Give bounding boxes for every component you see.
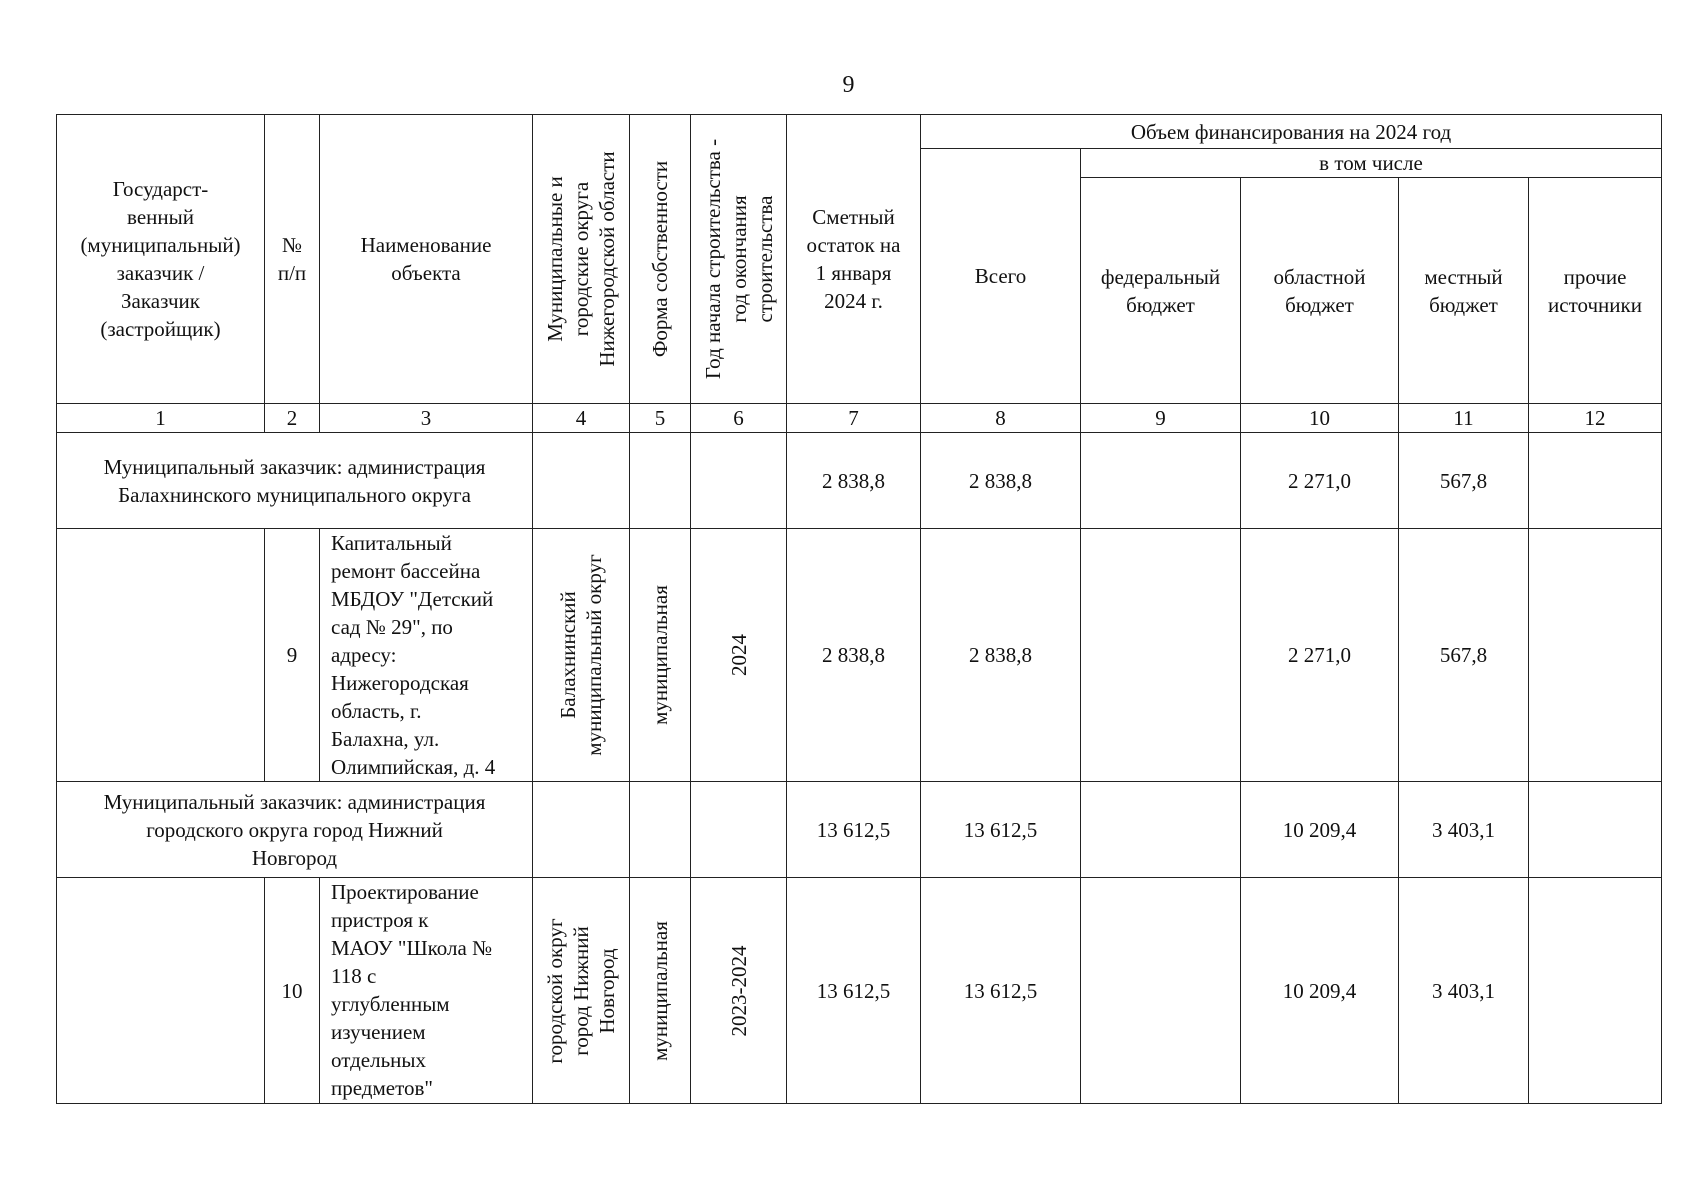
header-regional: областной бюджет [1241,178,1399,404]
customer-name: Муниципальный заказчик: администрация городского округа город Нижний Новгород [57,782,533,878]
header-local: местный бюджет [1399,178,1529,404]
object-years: 2024 [691,529,787,782]
empty-cell [630,782,691,878]
empty-cell [630,433,691,529]
page-number: 9 [842,72,855,98]
customer-row [57,433,1662,529]
column-number: 2 [265,404,320,433]
column-number: 3 [320,404,533,433]
empty-cell [57,878,265,1104]
total-value: 2 838,8 [921,433,1081,529]
total-value: 2 838,8 [921,529,1081,782]
column-numbers-row [57,404,1662,433]
financing-table [56,114,1662,1104]
header-municipalities: Муниципальные и городские округа Нижегородской области [533,115,630,404]
column-number: 11 [1399,404,1529,433]
empty-cell [691,782,787,878]
empty-cell [691,433,787,529]
object-number: 10 [265,878,320,1104]
header-ownership: Форма собственности [630,115,691,404]
local-value: 567,8 [1399,433,1529,529]
header-total: Всего [921,149,1081,404]
total-value: 13 612,5 [921,782,1081,878]
object-years: 2023-2024 [691,878,787,1104]
regional-value: 10 209,4 [1241,782,1399,878]
column-number: 10 [1241,404,1399,433]
header-years: Год начала строительства - год окончания строительства [691,115,787,404]
federal-value [1081,433,1241,529]
header-number: № п/п [265,115,320,404]
object-municipality: городской округ город Нижний Новгород [533,878,630,1104]
column-number: 7 [787,404,921,433]
other-value [1529,782,1662,878]
object-number: 9 [265,529,320,782]
object-municipality: Балахнинский муниципальный округ [533,529,630,782]
column-number: 6 [691,404,787,433]
object-name: Капитальный ремонт бассейна МБДОУ "Детский сад № 29", по адресу: Нижегородская область, г. Балахна, ул. Олимпийская, д. 4 [320,529,533,782]
column-number: 12 [1529,404,1662,433]
local-value: 567,8 [1399,529,1529,782]
object-row [57,529,1662,782]
header-object-name: Наименование объекта [320,115,533,404]
object-name: Проектирование пристроя к МАОУ "Школа № 118 с углубленным изучением отдельных предметов" [320,878,533,1104]
column-number: 1 [57,404,265,433]
federal-value [1081,782,1241,878]
column-number: 8 [921,404,1081,433]
empty-cell [533,782,630,878]
remainder-value: 13 612,5 [787,782,921,878]
remainder-value: 13 612,5 [787,878,921,1104]
column-number: 4 [533,404,630,433]
customer-row [57,782,1662,878]
object-ownership: муниципальная [630,878,691,1104]
object-row [57,878,1662,1104]
federal-value [1081,529,1241,782]
customer-name: Муниципальный заказчик: администрация Балахнинского муниципального округа [57,433,533,529]
other-value [1529,433,1662,529]
empty-cell [57,529,265,782]
column-number: 5 [630,404,691,433]
other-value [1529,529,1662,782]
remainder-value: 2 838,8 [787,433,921,529]
header-other: прочие источники [1529,178,1662,404]
header-including: в том числе [1081,149,1662,178]
header-federal: федеральный бюджет [1081,178,1241,404]
header-financing: Объем финансирования на 2024 год [921,115,1662,149]
other-value [1529,878,1662,1104]
local-value: 3 403,1 [1399,878,1529,1104]
regional-value: 2 271,0 [1241,433,1399,529]
object-ownership: муниципальная [630,529,691,782]
header-customer: Государст- венный (муниципальный) заказчик / Заказчик (застройщик) [57,115,265,404]
column-number: 9 [1081,404,1241,433]
empty-cell [533,433,630,529]
remainder-value: 2 838,8 [787,529,921,782]
regional-value: 2 271,0 [1241,529,1399,782]
total-value: 13 612,5 [921,878,1081,1104]
federal-value [1081,878,1241,1104]
local-value: 3 403,1 [1399,782,1529,878]
header-estimate-remainder: Сметный остаток на 1 января 2024 г. [787,115,921,404]
regional-value: 10 209,4 [1241,878,1399,1104]
